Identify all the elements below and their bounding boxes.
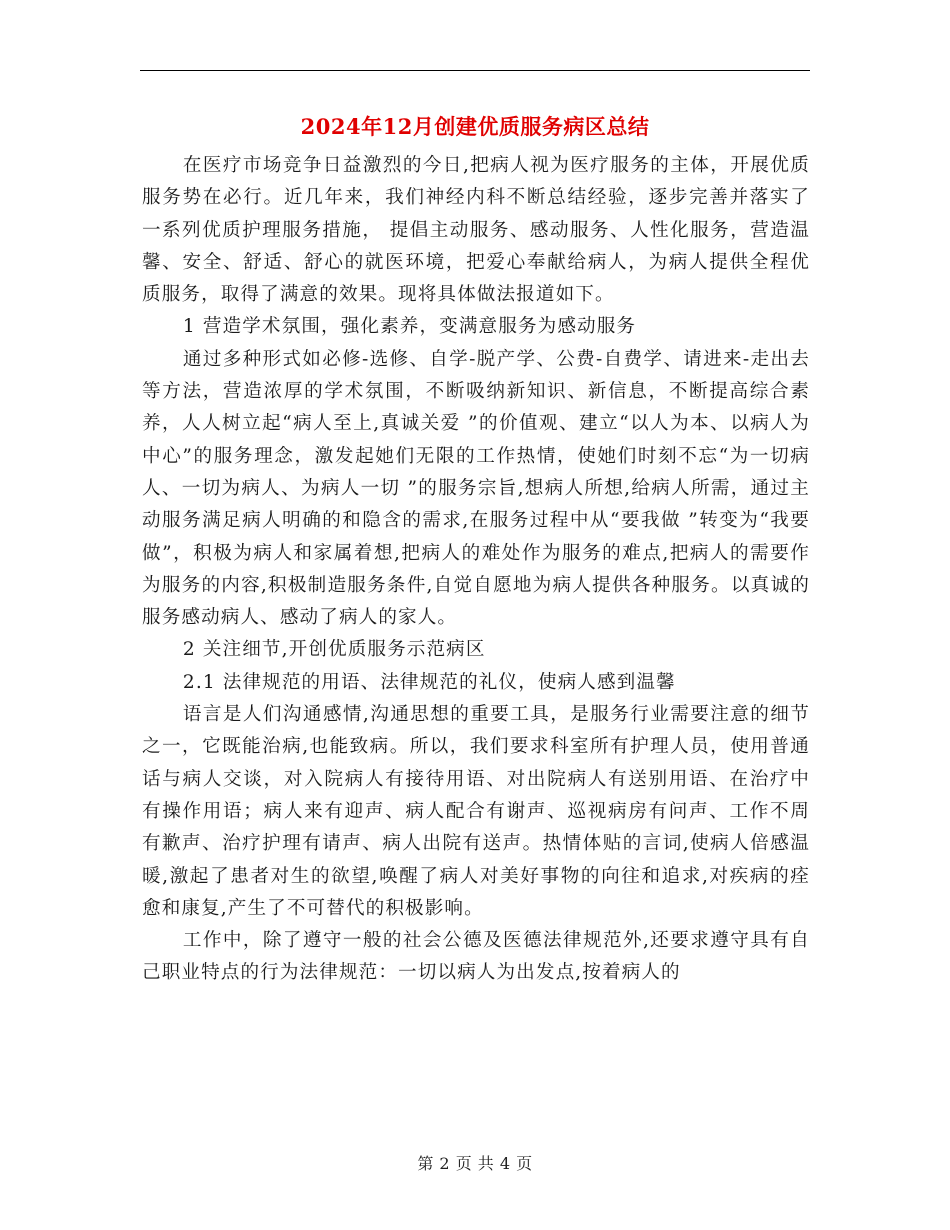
paragraph-section-1: 通过多种形式如必修-选修、自学-脱产学、公费-自费学、请进来-走出去等方法，营造浓厚的学术氛围，不断吸纳新知识、新信息，不断提高综合素养，人人树立起“病人至上,真诚关爱 ”的价值观、建立“以人为本、以病人为中心”的服务理念，激发起她们无限的工作热情，使她们时刻不忘“为一切病人、一切为病人、为病人一切 ”的服务宗旨,想病人所想,给病人所需，通过主动服务满足病人明确的和隐含的需求,在服务过程中从“要我做 ”转变为“我要做”，积极为病人和家属着想,把病人的难处作为服务的难点,把病人的需要作为服务的内容,积极制造服务条件,自觉自愿地为病人提供各种服务。以真诚的服务感动病人、感动了病人的家人。	[142, 348, 810, 629]
page-footer: 第 2 页 共 4 页	[417, 1154, 533, 1173]
paragraph-intro: 在医疗市场竞争日益激烈的今日,把病人视为医疗服务的主体，开展优质服务势在必行。近几年来，我们神经内科不断总结经验，逐步完善并落实了一系列优质护理服务措施， 提倡主动服务、感动服务、人性化服务，营造温馨、安全、舒适、舒心的就医环境，把爱心奉献给病人，为病人提供全程优质服务，取得了满意的效果。现将具体做法报道如下。	[142, 155, 810, 306]
document-body	[142, 150, 810, 990]
section-heading-1: 1 营造学术氛围，强化素养，变满意服务为感动服务	[182, 316, 637, 338]
section-heading-2: 2 关注细节,开创优质服务示范病区	[182, 639, 486, 661]
document-title: 2024年12月创建优质服务病区总结	[300, 114, 650, 139]
paragraph-section-2-1: 语言是人们沟通感情,沟通思想的重要工具，是服务行业需要注意的细节之一，它既能治病,也能致病。所以，我们要求科室所有护理人员，使用普通话与病人交谈，对入院病人有接待用语、对出院病人有送别用语、在治疗中有操作用语；病人来有迎声、病人配合有谢声、巡视病房有问声、工作不周有歉声、治疗护理有请声、病人出院有送声。热情体贴的言词,使病人倍感温暖,激起了患者对生的欲望,唤醒了病人对美好事物的向往和追求,对疾病的痊愈和康复,产生了不可替代的积极影响。	[142, 704, 810, 919]
paragraph-work-norms: 工作中，除了遵守一般的社会公德及医德法律规范外,还要求遵守具有自己职业特点的行为法律规范：一切以病人为出发点,按着病人的	[142, 930, 810, 984]
header-rule	[140, 70, 810, 71]
subsection-heading-2-1: 2.1 法律规范的用语、法律规范的礼仪，使病人感到温馨	[182, 671, 676, 693]
